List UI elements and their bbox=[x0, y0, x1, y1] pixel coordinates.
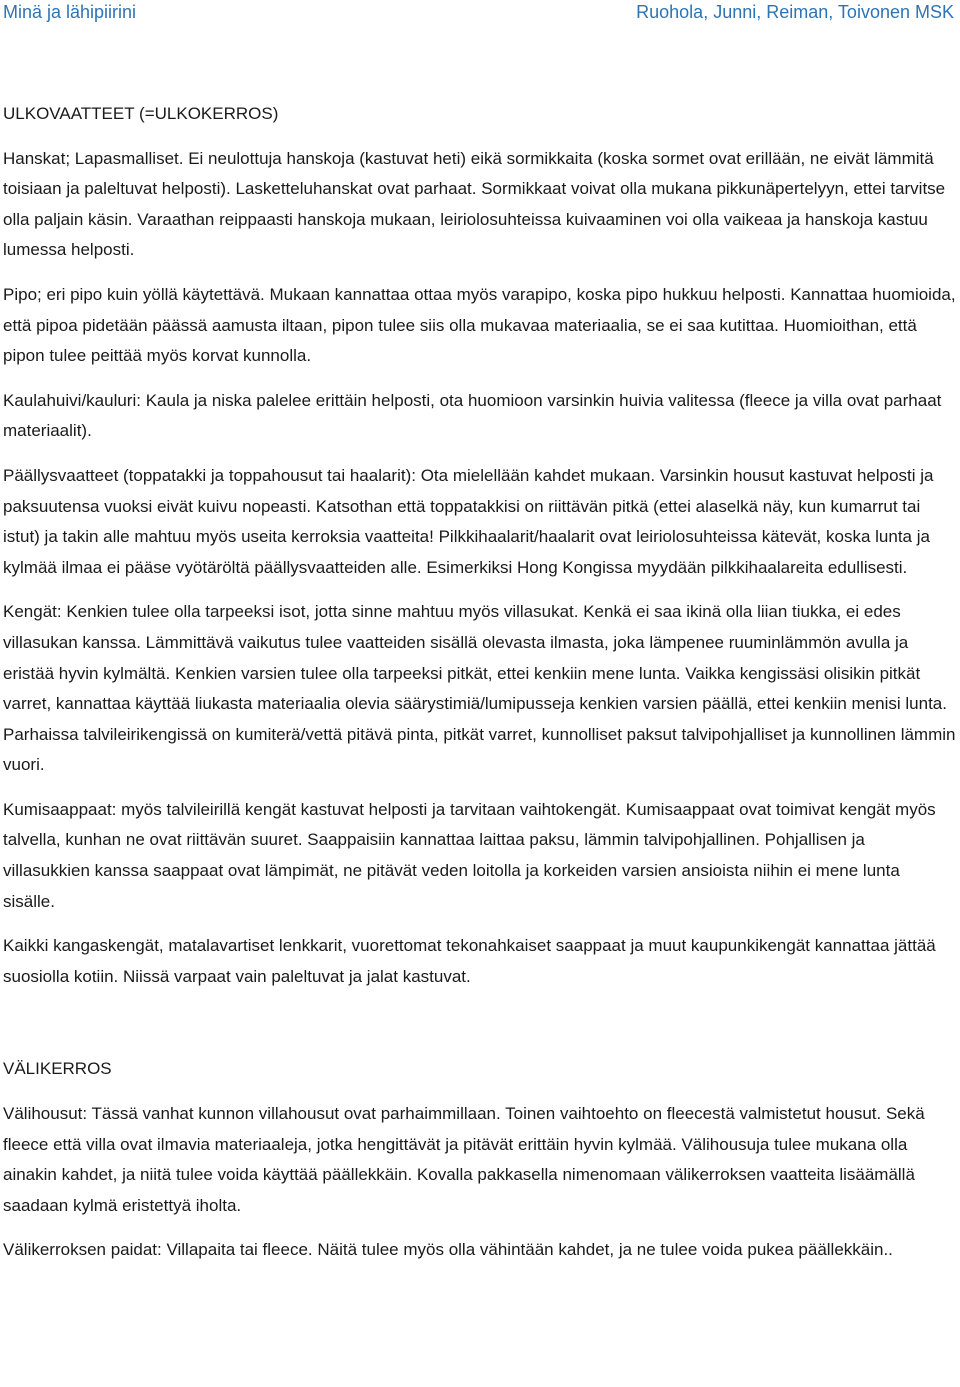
document-body bbox=[3, 99, 956, 1280]
paragraph-rubber-boots: Kumisaappaat: myös talvileirillä kengät kastuvat helposti ja tarvitaan vaihtokengät. Kumisaappaat ovat toimivat kengät myös talvella, kunhan ne ovat riittävän suuret. Saappaisiin kannattaa laittaa paksu, lämmin talvipohjallinen. Pohjallisen ja villasukkien kanssa saappaat ovat lämpimät, ne pitävät veden loitolla ja korkeiden varsien ansioista niihin ei mene lunta sisälle. bbox=[3, 799, 936, 911]
paragraph-outerwear: Päällysvaatteet (toppatakki ja toppahousut tai haalarit): Ota mielellään kahdet mukaan. Varsinkin housut kastuvat helposti ja paksuutensa vuoksi eivät kuivu nopeasti. Katsothan että toppatakkisi on riittävän pitkä (ettei alaselkä näy, kun kumarrut tai istut) ja takin alle mahtuu myös useita kerroksia vaatteita! Pilkkihaalarit/haalarit ovat leiriolosuhteissa kätevät, koska lunta ja kylmää ilmaa ei pääse vyötäröltä päällysvaatteiden alle. Esimerkiksi Hong Kongissa myydään pilkkihaalareita edullisesti. bbox=[3, 465, 934, 577]
paragraph-mid-pants: Välihousut: Tässä vanhat kunnon villahousut ovat parhaimmillaan. Toinen vaihtoehto on fleecestä valmistetut housut. Sekä fleece että villa ovat ilmavia materiaaleja, jotka hengittävät ja pitävät erittäin hyvin kylmää. Välihousuja tulee mukana olla ainakin kahdet, ja niitä tulee voida käyttää päällekkäin. Kovalla pakkasella nimenomaan välikerroksen vaatteita lisäämällä saadaan kylmä eristettyä iholta. bbox=[3, 1104, 925, 1215]
header-title: Minä ja lähipiirini bbox=[3, 2, 137, 22]
section-heading-outer: ULKOVAATTEET (=ULKOKERROS) bbox=[3, 104, 279, 123]
page-header bbox=[0, 0, 960, 28]
paragraph-scarf: Kaulahuivi/kauluri: Kaula ja niska palelee erittäin helposti, ota huomioon varsinkin huivia valitessa (fleece ja villa ovat parhaat materiaalit). bbox=[3, 390, 942, 441]
paragraph-beanie: Pipo; eri pipo kuin yöllä käytettävä. Mukaan kannattaa ottaa myös varapipo, koska pipo hukkuu helposti. Kannattaa huomioida, että pipoa pidetään päässä aamusta iltaan, pipon tulee siis olla mukavaa materiaalia, se ei saa kutittaa. Huomioithan, että pipon tulee peittää myös korvat kunnolla. bbox=[3, 284, 956, 366]
paragraph-other-shoes: Kaikki kangaskengät, matalavartiset lenkkarit, vuorettomat tekonahkaiset saappaat ja muut kaupunkikengät kannattaa jättää suosiolla kotiin. Niissä varpaat vain paleltuvat ja jalat kastuvat. bbox=[3, 936, 936, 986]
paragraph-gloves: Hanskat; Lapasmalliset. Ei neulottuja hanskoja (kastuvat heti) eikä sormikkaita (koska sormet ovat erillään, ne eivät lämmitä toisiaan ja paleltuvat helposti). Lasketteluhanskat ovat parhaat. Sormikkaat voivat olla mukana pikkunäpertelyyn, ettei tarvitse olla paljain käsin. Varaathan reippaasti hanskoja mukaan, leiriolosuhteissa kuivaaminen voi olla vaikeaa ja hanskoja kastuu lumessa helposti. bbox=[3, 148, 946, 260]
paragraph-mid-shirts: Välikerroksen paidat: Villapaita tai fleece. Näitä tulee myös olla vähintään kahdet, ja ne tulee voida pukea päällekkäin.. bbox=[3, 1240, 893, 1260]
section-spacer bbox=[3, 1006, 956, 1054]
section-heading-middle: VÄLIKERROS bbox=[3, 1059, 112, 1079]
paragraph-shoes: Kengät: Kenkien tulee olla tarpeeksi isot, jotta sinne mahtuu myös villasukat. Kenkä ei saa ikinä olla liian tiukka, ei edes villasukan kanssa. Lämmittävä vaikutus tulee vaatteiden sisällä olevasta ilmasta, joka lämpenee ruuminlämmön avulla ja eristää hyvin kylmältä. Kenkien varsien tulee olla tarpeeksi pitkät, ettei kenkiin mene lunta. Vaikka kengissäsi olisikin pitkät varret, kannattaa käyttää liukasta materiaalia olevia säärystimiä/lumipusseja kenkien varsien päällä, ettei kenkiin menisi lunta. Parhaissa talvileirikengissä on kumiterä/vettä pitävä pinta, pitkät varret, kunnolliset paksut talvipohjalliset ja kunnollinen lämmin vuori. bbox=[3, 602, 956, 775]
header-authors: Ruohola, Junni, Reiman, Toivonen MSK bbox=[636, 2, 954, 22]
